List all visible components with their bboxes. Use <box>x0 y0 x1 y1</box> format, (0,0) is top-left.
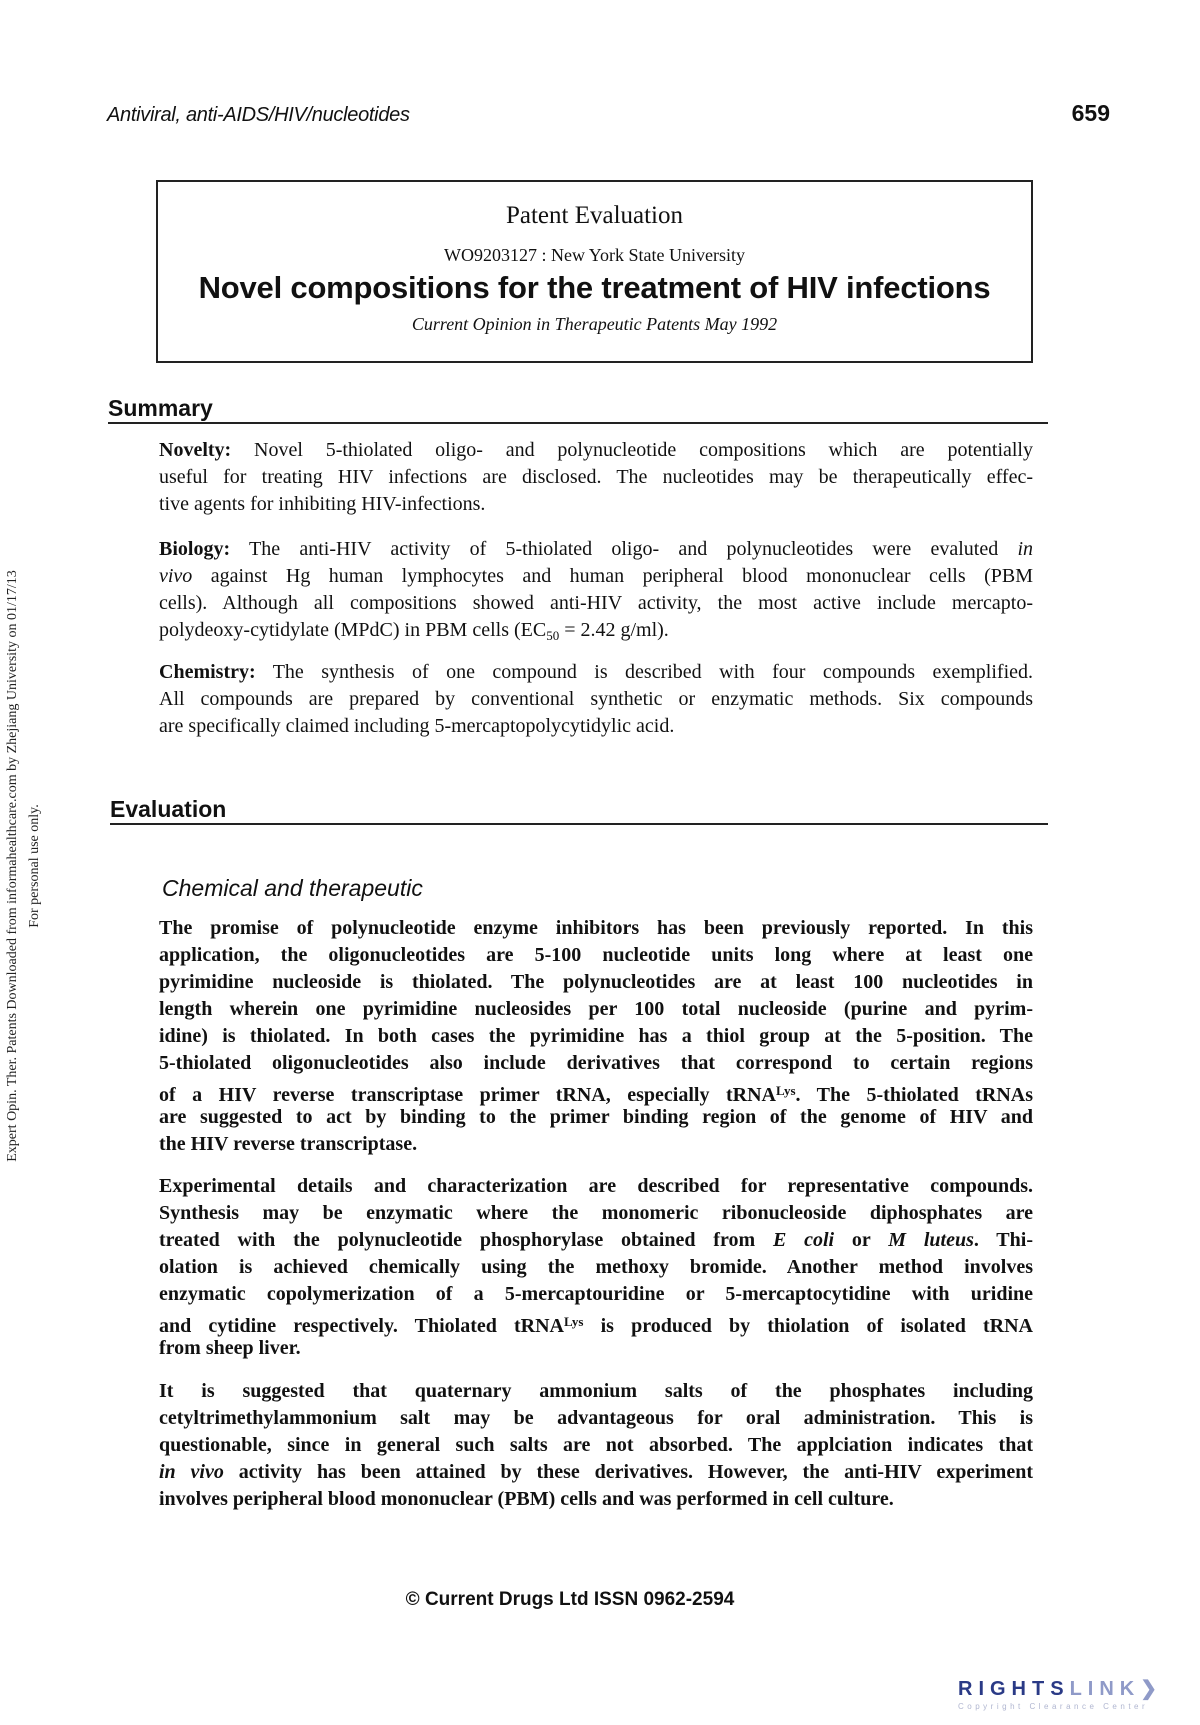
text-segment: from sheep liver. <box>159 1337 301 1359</box>
text-segment: The anti-HIV activity of 5-thiolated oligo- and polynucleotides were evaluted <box>230 538 1018 560</box>
summary-heading: Summary <box>108 395 213 421</box>
text-line <box>159 686 1033 713</box>
title-box <box>156 180 1033 363</box>
text-segment: pyrimidine nucleoside is thiolated. The polynucleotides are at least 100 nucleotides in <box>159 971 1033 993</box>
text-line <box>159 1405 1033 1432</box>
text-segment: in vivo <box>159 1461 224 1483</box>
text-segment: cells). Although all compositions showed anti-HIV activity, the most active include mercapto- <box>159 592 1033 614</box>
text-line <box>159 1104 1033 1131</box>
lead-label: Novelty: <box>159 439 232 461</box>
text-segment: 50 <box>546 628 560 643</box>
text-line <box>159 464 1033 491</box>
text-segment: questionable, since in general such salts are not absorbed. The applciation indicates that <box>159 1434 1033 1456</box>
text-line <box>159 1173 1033 1200</box>
text-line <box>159 969 1033 996</box>
download-notice: Expert Opin. Ther. Patents Downloaded from informahealthcare.com by Zhejiang University on 01/17/13 <box>5 570 20 1162</box>
text-line <box>159 942 1033 969</box>
text-line <box>159 1050 1033 1077</box>
text-segment: vivo <box>159 565 193 587</box>
text-line <box>159 659 1033 686</box>
text-segment: polydeoxy-cytidylate (MPdC) in PBM cells (EC <box>159 619 547 641</box>
text-segment: The promise of polynucleotide enzyme inhibitors has been previously reported. In this <box>159 917 1033 939</box>
summary-rule <box>108 422 1048 424</box>
page-number: 659 <box>1071 100 1110 126</box>
text-line <box>159 617 1033 644</box>
subheading: Chemical and therapeutic <box>162 875 423 901</box>
text-segment: application, the oligonucleotides are 5-100 nucleotide units long where at least one <box>159 944 1033 966</box>
text-line <box>159 996 1033 1023</box>
citation: Current Opinion in Therapeutic Patents May 1992 <box>411 314 778 334</box>
text-segment: against Hg human lymphocytes and human peripheral blood mononuclear cells (PBM <box>192 565 1033 587</box>
text-line <box>159 1335 1033 1362</box>
text-line <box>159 563 1033 590</box>
text-segment: or <box>834 1229 889 1251</box>
text-segment: Novel 5-thiolated oligo- and polynucleotide compositions which are potentially <box>231 439 1033 461</box>
summary-paragraph <box>159 437 1033 518</box>
text-segment: Lys <box>563 1314 584 1329</box>
evaluation-heading: Evaluation <box>110 796 227 822</box>
text-line <box>159 1254 1033 1281</box>
text-segment: is produced by thiolation of isolated tRNA <box>583 1315 1033 1337</box>
text-segment: the HIV reverse transcriptase. <box>159 1133 418 1155</box>
text-segment: M luteus <box>888 1229 974 1251</box>
text-line <box>159 713 1033 740</box>
logo-tagline: Copyright Clearance Center <box>958 1702 1149 1711</box>
text-line <box>159 1077 1033 1104</box>
patent-number: WO9203127 : New York State University <box>444 245 745 265</box>
text-line <box>159 590 1033 617</box>
text-segment: Experimental details and characterization are described for representative compounds. <box>159 1175 1033 1197</box>
text-line <box>159 1459 1033 1486</box>
text-segment: useful for treating HIV infections are disclosed. The nucleotides may be therapeutically effec- <box>159 466 1033 488</box>
text-segment: All compounds are prepared by conventional synthetic or enzymatic methods. Six compounds <box>159 688 1033 710</box>
text-segment: E coli <box>772 1229 835 1251</box>
text-line <box>159 1432 1033 1459</box>
text-segment: involves peripheral blood mononuclear (PBM) cells and was performed in cell culture. <box>159 1488 894 1510</box>
text-segment: olation is achieved chemically using the methoxy bromide. Another method involves <box>159 1256 1033 1278</box>
summary-paragraph <box>159 536 1033 644</box>
text-line <box>159 1486 1033 1513</box>
kicker: Patent Evaluation <box>505 202 684 229</box>
text-line <box>159 1227 1033 1254</box>
text-segment: idine) is thiolated. In both cases the pyrimidine has a thiol group at the 5-position. The <box>159 1025 1033 1047</box>
evaluation-paragraph <box>159 1173 1033 1362</box>
summary-paragraph <box>159 659 1033 740</box>
text-segment: enzymatic copolymerization of a 5-mercaptouridine or 5-mercaptocytidine with uridine <box>159 1283 1033 1305</box>
lead-label: Biology: <box>159 538 231 560</box>
text-segment: tive agents for inhibiting HIV-infections. <box>159 493 486 515</box>
lead-label: Chemistry: <box>159 661 256 683</box>
text-line <box>159 536 1033 563</box>
evaluation-rule <box>110 823 1048 825</box>
text-segment: cetyltrimethylammonium salt may be advantageous for oral administration. This is <box>159 1407 1033 1429</box>
text-line <box>159 1131 1033 1158</box>
text-line <box>159 437 1033 464</box>
text-segment: . Thi- <box>973 1229 1033 1251</box>
text-segment: of a HIV reverse transcriptase primer tRNA, especially tRNA <box>159 1084 776 1106</box>
logo-text-light: LINK <box>1069 1678 1141 1700</box>
text-segment: . The 5-thiolated tRNAs <box>795 1084 1034 1106</box>
text-segment: length wherein one pyrimidine nucleosides per 100 total nucleoside (purine and pyrim- <box>159 998 1033 1020</box>
chevron-icon: ❯ <box>1140 1678 1163 1700</box>
text-segment: activity has been attained by these derivatives. However, the anti-HIV experiment <box>223 1461 1033 1483</box>
text-segment: = 2.42 g/ml). <box>559 619 669 641</box>
text-segment: It is suggested that quaternary ammonium salts of the phosphates including <box>159 1380 1033 1402</box>
footer-copyright: © Current Drugs Ltd ISSN 0962-2594 <box>405 1589 735 1610</box>
text-segment: and cytidine respectively. Thiolated tRNA <box>159 1315 564 1337</box>
text-segment: 5-thiolated oligonucleotides also include derivatives that correspond to certain regions <box>159 1052 1033 1074</box>
evaluation-paragraph <box>159 915 1033 1158</box>
text-line <box>159 1023 1033 1050</box>
article-title: Novel compositions for the treatment of HIV infections <box>198 270 991 305</box>
text-segment: are suggested to act by binding to the primer binding region of the genome of HIV and <box>159 1106 1033 1128</box>
text-segment: are specifically claimed including 5-mercaptopolycytidylic acid. <box>159 715 675 737</box>
text-segment: Synthesis may be enzymatic where the monomeric ribonucleoside diphosphates are <box>159 1202 1033 1224</box>
text-line <box>159 1308 1033 1335</box>
text-segment: Lys <box>775 1083 796 1098</box>
text-line <box>159 491 1033 518</box>
logo-text-dark: RIGHTS <box>958 1678 1070 1700</box>
text-line <box>159 915 1033 942</box>
evaluation-paragraph <box>159 1378 1033 1513</box>
text-segment: The synthesis of one compound is described with four compounds exemplified. <box>255 661 1033 683</box>
text-line <box>159 1200 1033 1227</box>
text-segment: treated with the polynucleotide phosphorylase obtained from <box>159 1229 773 1251</box>
running-head: Antiviral, anti-AIDS/HIV/nucleotides <box>107 104 410 126</box>
text-segment: in <box>1017 538 1033 560</box>
rightslink-logo <box>958 1676 1163 1711</box>
text-line <box>159 1281 1033 1308</box>
text-line <box>159 1378 1033 1405</box>
personal-use-notice: For personal use only. <box>27 804 42 928</box>
